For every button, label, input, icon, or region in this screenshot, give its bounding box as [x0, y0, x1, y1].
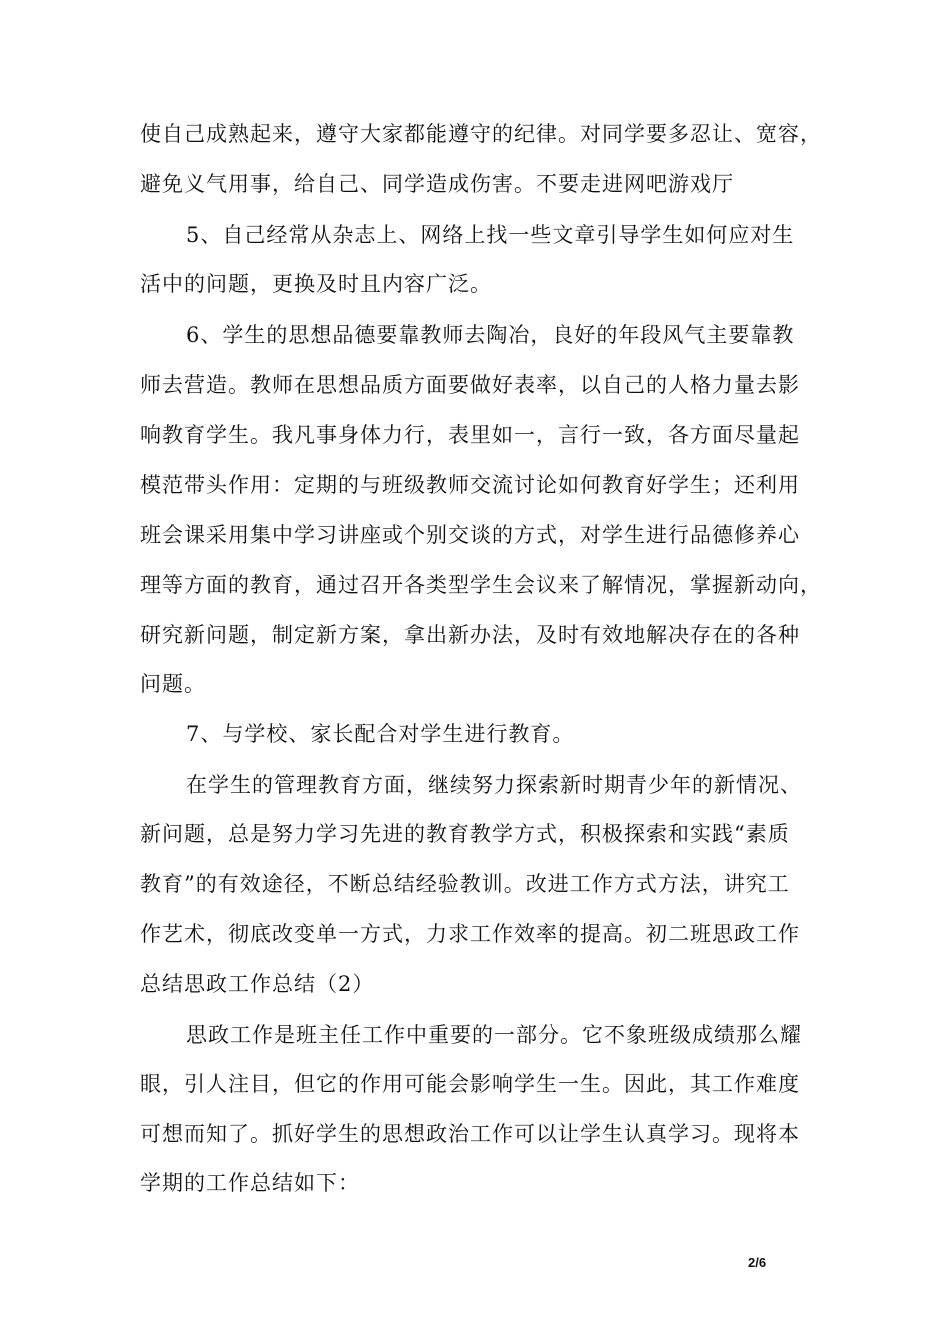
text-line: 研究新问题，制定新方案，拿出新办法，及时有效地解决存在的各种: [140, 623, 800, 647]
text-line: 眼，引人注目，但它的作用可能会影响学生一生。因此，其工作难度: [140, 1072, 800, 1096]
text-line: 新问题，总是努力学习先进的教育教学方式，积极探索和实践“素质: [140, 822, 790, 846]
text-line: 避免义气用事，给自己、同学造成伤害。不要走进网吧游戏厅: [140, 172, 734, 196]
text-line: 班会课采用集中学习讲座或个别交谈的方式，对学生进行品德修养心: [140, 523, 800, 547]
text-line: 总结思政工作总结（2）: [140, 972, 375, 996]
paragraph-line: 5、自己经常从杂志上、网络上找一些文章引导学生如何应对生: [186, 223, 795, 247]
text-line: 活中的问题，更换及时且内容广泛。: [140, 272, 492, 296]
paragraph-line: 在学生的管理教育方面，继续努力探索新时期青少年的新情况、: [186, 773, 802, 797]
text-line: 响教育学生。我凡事身体力行，表里如一，言行一致，各方面尽量起: [140, 423, 800, 447]
text-line: 理等方面的教育，通过召开各类型学生会议来了解情况，掌握新动向，: [140, 573, 822, 597]
text-line: 问题。: [140, 672, 206, 696]
text-line: 作艺术，彻底改变单一方式，力求工作效率的提高。初二班思政工作: [140, 922, 800, 946]
page-number: 2/6: [748, 1255, 767, 1270]
text-line: 师去营造。教师在思想品质方面要做好表率，以自己的人格力量去影: [140, 373, 800, 397]
text-line: 可想而知了。抓好学生的思想政治工作可以让学生认真学习。现将本: [140, 1122, 800, 1146]
paragraph-line: 6、学生的思想品德要靠教师去陶冶，良好的年段风气主要靠教: [186, 323, 795, 347]
text-line: 使自己成熟起来，遵守大家都能遵守的纪律。对同学要多忍让、宽容，: [140, 122, 822, 146]
paragraph-line: 思政工作是班主任工作中重要的一部分。它不象班级成绩那么耀: [186, 1023, 802, 1047]
paragraph-line: 7、与学校、家长配合对学生进行教育。: [186, 722, 575, 746]
text-line: 模范带头作用：定期的与班级教师交流讨论如何教育好学生；还利用: [140, 473, 800, 497]
text-line: 学期的工作总结如下：: [140, 1171, 360, 1195]
text-line: 教育”的有效途径，不断总结经验教训。改进工作方式方法，讲究工: [140, 872, 790, 896]
